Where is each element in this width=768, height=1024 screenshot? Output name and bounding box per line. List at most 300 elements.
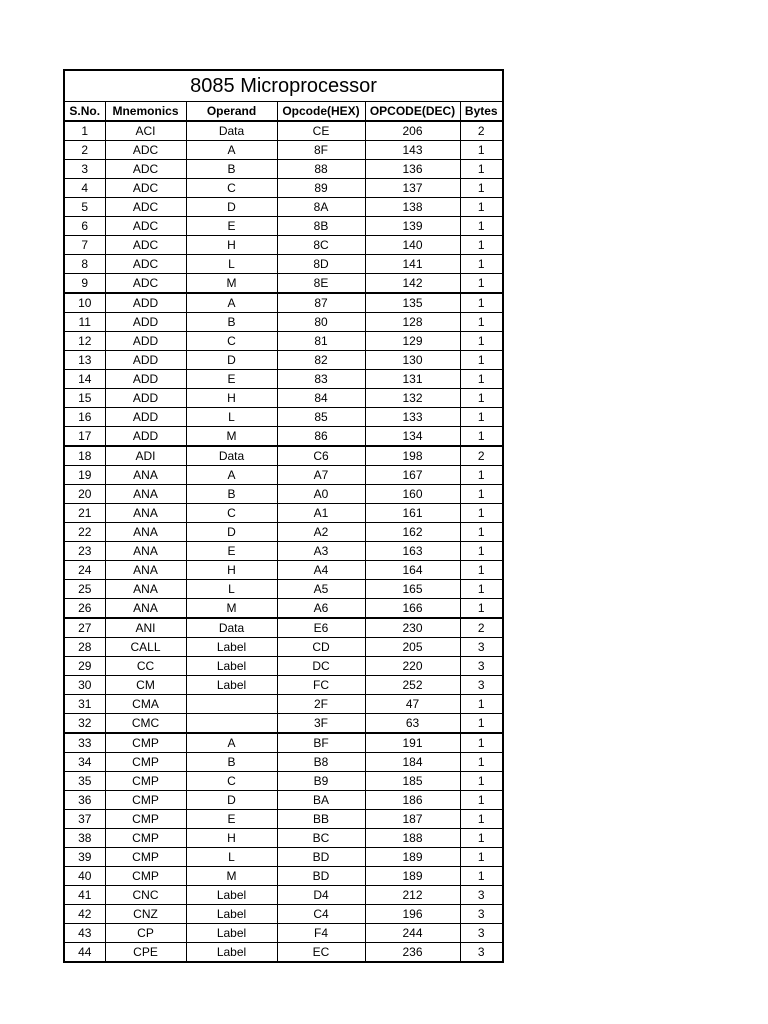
cell-sno: 25 xyxy=(64,580,105,599)
cell-bytes: 3 xyxy=(460,905,503,924)
cell-bytes: 1 xyxy=(460,141,503,160)
cell-opcode-dec: 244 xyxy=(365,924,460,943)
cell-opcode-dec: 161 xyxy=(365,504,460,523)
cell-bytes: 1 xyxy=(460,160,503,179)
cell-mnemonic: ADC xyxy=(105,198,186,217)
cell-bytes: 1 xyxy=(460,274,503,294)
opcode-sheet xyxy=(63,69,502,963)
cell-opcode-hex: A6 xyxy=(277,599,365,619)
cell-operand: C xyxy=(186,772,277,791)
cell-opcode-dec: 137 xyxy=(365,179,460,198)
table-row xyxy=(64,733,503,753)
cell-sno: 26 xyxy=(64,599,105,619)
cell-mnemonic: CMP xyxy=(105,791,186,810)
cell-mnemonic: ADD xyxy=(105,313,186,332)
cell-sno: 24 xyxy=(64,561,105,580)
table-row xyxy=(64,351,503,370)
cell-opcode-dec: 142 xyxy=(365,274,460,294)
cell-sno: 44 xyxy=(64,943,105,963)
table-row xyxy=(64,446,503,466)
cell-opcode-dec: 236 xyxy=(365,943,460,963)
table-row xyxy=(64,676,503,695)
table-row xyxy=(64,427,503,447)
cell-bytes: 1 xyxy=(460,580,503,599)
table-row xyxy=(64,829,503,848)
cell-operand: M xyxy=(186,274,277,294)
cell-mnemonic: CMP xyxy=(105,753,186,772)
table-row xyxy=(64,599,503,619)
cell-bytes: 1 xyxy=(460,810,503,829)
table-row xyxy=(64,561,503,580)
cell-sno: 33 xyxy=(64,733,105,753)
cell-opcode-hex: 87 xyxy=(277,293,365,313)
cell-opcode-dec: 133 xyxy=(365,408,460,427)
cell-opcode-hex: A1 xyxy=(277,504,365,523)
cell-opcode-hex: BF xyxy=(277,733,365,753)
table-row xyxy=(64,313,503,332)
cell-opcode-hex: F4 xyxy=(277,924,365,943)
cell-bytes: 1 xyxy=(460,236,503,255)
table-row xyxy=(64,791,503,810)
cell-sno: 29 xyxy=(64,657,105,676)
header-row xyxy=(64,102,503,122)
cell-operand: Label xyxy=(186,924,277,943)
cell-operand: L xyxy=(186,408,277,427)
cell-operand: E xyxy=(186,217,277,236)
table-row xyxy=(64,542,503,561)
table-row xyxy=(64,389,503,408)
cell-sno: 23 xyxy=(64,542,105,561)
cell-sno: 10 xyxy=(64,293,105,313)
cell-opcode-dec: 166 xyxy=(365,599,460,619)
cell-bytes: 2 xyxy=(460,618,503,638)
cell-operand: D xyxy=(186,351,277,370)
col-header-sno: S.No. xyxy=(64,102,105,122)
cell-bytes: 1 xyxy=(460,198,503,217)
cell-operand: Data xyxy=(186,121,277,141)
cell-sno: 16 xyxy=(64,408,105,427)
cell-mnemonic: ANA xyxy=(105,561,186,580)
cell-mnemonic: CP xyxy=(105,924,186,943)
cell-mnemonic: ANI xyxy=(105,618,186,638)
cell-bytes: 1 xyxy=(460,867,503,886)
table-row xyxy=(64,179,503,198)
cell-opcode-dec: 163 xyxy=(365,542,460,561)
cell-operand: E xyxy=(186,370,277,389)
cell-opcode-dec: 220 xyxy=(365,657,460,676)
cell-opcode-hex: CD xyxy=(277,638,365,657)
col-header-mnemonics: Mnemonics xyxy=(105,102,186,122)
cell-operand: C xyxy=(186,332,277,351)
cell-bytes: 1 xyxy=(460,561,503,580)
cell-sno: 30 xyxy=(64,676,105,695)
cell-operand: A xyxy=(186,733,277,753)
cell-opcode-hex: FC xyxy=(277,676,365,695)
cell-sno: 11 xyxy=(64,313,105,332)
table-row xyxy=(64,523,503,542)
cell-mnemonic: ADD xyxy=(105,351,186,370)
cell-opcode-dec: 188 xyxy=(365,829,460,848)
cell-opcode-hex: A4 xyxy=(277,561,365,580)
cell-opcode-hex: BD xyxy=(277,867,365,886)
cell-sno: 41 xyxy=(64,886,105,905)
cell-operand: Data xyxy=(186,618,277,638)
cell-mnemonic: ADI xyxy=(105,446,186,466)
cell-bytes: 1 xyxy=(460,217,503,236)
table-row xyxy=(64,905,503,924)
cell-sno: 22 xyxy=(64,523,105,542)
cell-opcode-hex: C4 xyxy=(277,905,365,924)
cell-opcode-hex: BB xyxy=(277,810,365,829)
cell-operand: L xyxy=(186,255,277,274)
cell-opcode-dec: 132 xyxy=(365,389,460,408)
cell-mnemonic: ANA xyxy=(105,485,186,504)
cell-mnemonic: CMA xyxy=(105,695,186,714)
cell-sno: 39 xyxy=(64,848,105,867)
cell-opcode-hex: BC xyxy=(277,829,365,848)
cell-opcode-hex: E6 xyxy=(277,618,365,638)
cell-mnemonic: CMP xyxy=(105,867,186,886)
cell-opcode-dec: 186 xyxy=(365,791,460,810)
cell-opcode-dec: 134 xyxy=(365,427,460,447)
cell-opcode-dec: 130 xyxy=(365,351,460,370)
cell-mnemonic: ANA xyxy=(105,523,186,542)
cell-sno: 12 xyxy=(64,332,105,351)
cell-operand: E xyxy=(186,810,277,829)
cell-mnemonic: CMP xyxy=(105,772,186,791)
cell-sno: 4 xyxy=(64,179,105,198)
opcode-table xyxy=(63,69,504,963)
cell-opcode-dec: 139 xyxy=(365,217,460,236)
table-row xyxy=(64,657,503,676)
cell-opcode-hex: 82 xyxy=(277,351,365,370)
cell-operand: D xyxy=(186,791,277,810)
table-row xyxy=(64,485,503,504)
cell-operand: Label xyxy=(186,886,277,905)
col-header-opcode-hex: Opcode(HEX) xyxy=(277,102,365,122)
cell-opcode-hex: 2F xyxy=(277,695,365,714)
cell-operand: A xyxy=(186,293,277,313)
cell-bytes: 3 xyxy=(460,943,503,963)
cell-opcode-hex: A7 xyxy=(277,466,365,485)
cell-sno: 8 xyxy=(64,255,105,274)
cell-opcode-hex: B8 xyxy=(277,753,365,772)
cell-opcode-dec: 189 xyxy=(365,848,460,867)
cell-mnemonic: ADC xyxy=(105,141,186,160)
cell-mnemonic: ANA xyxy=(105,599,186,619)
cell-opcode-dec: 131 xyxy=(365,370,460,389)
cell-bytes: 1 xyxy=(460,313,503,332)
cell-opcode-hex: 8E xyxy=(277,274,365,294)
cell-mnemonic: ADC xyxy=(105,217,186,236)
cell-opcode-hex: 83 xyxy=(277,370,365,389)
table-row xyxy=(64,695,503,714)
cell-opcode-dec: 189 xyxy=(365,867,460,886)
cell-opcode-hex: B9 xyxy=(277,772,365,791)
cell-sno: 18 xyxy=(64,446,105,466)
cell-bytes: 1 xyxy=(460,389,503,408)
table-row xyxy=(64,408,503,427)
cell-sno: 19 xyxy=(64,466,105,485)
cell-sno: 36 xyxy=(64,791,105,810)
table-row xyxy=(64,293,503,313)
cell-bytes: 1 xyxy=(460,408,503,427)
cell-operand: Label xyxy=(186,676,277,695)
cell-operand: B xyxy=(186,313,277,332)
cell-opcode-dec: 129 xyxy=(365,332,460,351)
table-row xyxy=(64,236,503,255)
cell-sno: 5 xyxy=(64,198,105,217)
table-row xyxy=(64,217,503,236)
cell-operand: E xyxy=(186,542,277,561)
cell-bytes: 1 xyxy=(460,179,503,198)
cell-bytes: 1 xyxy=(460,485,503,504)
col-header-operand: Operand xyxy=(186,102,277,122)
cell-opcode-dec: 143 xyxy=(365,141,460,160)
cell-bytes: 3 xyxy=(460,657,503,676)
cell-bytes: 2 xyxy=(460,446,503,466)
cell-opcode-hex: 86 xyxy=(277,427,365,447)
cell-sno: 9 xyxy=(64,274,105,294)
cell-operand: B xyxy=(186,753,277,772)
col-header-bytes: Bytes xyxy=(460,102,503,122)
cell-mnemonic: CNC xyxy=(105,886,186,905)
cell-opcode-hex: 3F xyxy=(277,714,365,734)
cell-mnemonic: ANA xyxy=(105,580,186,599)
cell-bytes: 1 xyxy=(460,466,503,485)
cell-bytes: 1 xyxy=(460,370,503,389)
cell-mnemonic: ANA xyxy=(105,504,186,523)
cell-mnemonic: ADC xyxy=(105,179,186,198)
cell-operand: M xyxy=(186,599,277,619)
cell-opcode-hex: 85 xyxy=(277,408,365,427)
table-row xyxy=(64,810,503,829)
cell-sno: 2 xyxy=(64,141,105,160)
cell-opcode-hex: 8F xyxy=(277,141,365,160)
cell-opcode-dec: 128 xyxy=(365,313,460,332)
cell-operand: B xyxy=(186,485,277,504)
cell-operand: M xyxy=(186,867,277,886)
table-row xyxy=(64,121,503,141)
cell-opcode-hex: A0 xyxy=(277,485,365,504)
cell-opcode-dec: 165 xyxy=(365,580,460,599)
page-title: 8085 Microprocessor xyxy=(64,70,503,102)
cell-opcode-dec: 138 xyxy=(365,198,460,217)
cell-opcode-dec: 160 xyxy=(365,485,460,504)
cell-opcode-dec: 230 xyxy=(365,618,460,638)
cell-sno: 31 xyxy=(64,695,105,714)
table-row xyxy=(64,753,503,772)
table-body xyxy=(64,121,503,962)
cell-opcode-dec: 140 xyxy=(365,236,460,255)
table-row xyxy=(64,274,503,294)
cell-sno: 17 xyxy=(64,427,105,447)
cell-mnemonic: ANA xyxy=(105,466,186,485)
cell-operand: C xyxy=(186,504,277,523)
cell-opcode-hex: 89 xyxy=(277,179,365,198)
table-row xyxy=(64,714,503,734)
cell-bytes: 3 xyxy=(460,924,503,943)
cell-sno: 28 xyxy=(64,638,105,657)
cell-opcode-dec: 162 xyxy=(365,523,460,542)
cell-mnemonic: CC xyxy=(105,657,186,676)
cell-operand: H xyxy=(186,236,277,255)
cell-operand: Label xyxy=(186,943,277,963)
cell-opcode-hex: 8D xyxy=(277,255,365,274)
cell-bytes: 1 xyxy=(460,753,503,772)
cell-bytes: 1 xyxy=(460,772,503,791)
cell-operand: H xyxy=(186,389,277,408)
table-row xyxy=(64,867,503,886)
cell-operand: L xyxy=(186,848,277,867)
cell-opcode-dec: 187 xyxy=(365,810,460,829)
cell-bytes: 1 xyxy=(460,848,503,867)
table-row xyxy=(64,924,503,943)
cell-opcode-hex: 8A xyxy=(277,198,365,217)
cell-sno: 35 xyxy=(64,772,105,791)
cell-bytes: 1 xyxy=(460,427,503,447)
cell-opcode-dec: 212 xyxy=(365,886,460,905)
cell-bytes: 3 xyxy=(460,886,503,905)
table-row xyxy=(64,255,503,274)
cell-mnemonic: ANA xyxy=(105,542,186,561)
cell-sno: 40 xyxy=(64,867,105,886)
cell-bytes: 3 xyxy=(460,638,503,657)
cell-operand: L xyxy=(186,580,277,599)
cell-sno: 42 xyxy=(64,905,105,924)
cell-mnemonic: ADC xyxy=(105,274,186,294)
table-row xyxy=(64,160,503,179)
table-row xyxy=(64,943,503,963)
cell-sno: 15 xyxy=(64,389,105,408)
cell-mnemonic: ADD xyxy=(105,370,186,389)
cell-bytes: 1 xyxy=(460,695,503,714)
cell-bytes: 1 xyxy=(460,599,503,619)
table-row xyxy=(64,580,503,599)
cell-opcode-dec: 63 xyxy=(365,714,460,734)
cell-opcode-hex: DC xyxy=(277,657,365,676)
table-row xyxy=(64,466,503,485)
cell-mnemonic: CNZ xyxy=(105,905,186,924)
cell-operand: A xyxy=(186,466,277,485)
cell-opcode-dec: 141 xyxy=(365,255,460,274)
cell-sno: 38 xyxy=(64,829,105,848)
cell-mnemonic: CMP xyxy=(105,848,186,867)
cell-bytes: 1 xyxy=(460,714,503,734)
table-row xyxy=(64,332,503,351)
cell-bytes: 1 xyxy=(460,829,503,848)
cell-bytes: 2 xyxy=(460,121,503,141)
cell-sno: 3 xyxy=(64,160,105,179)
cell-opcode-dec: 184 xyxy=(365,753,460,772)
cell-opcode-dec: 135 xyxy=(365,293,460,313)
cell-opcode-dec: 206 xyxy=(365,121,460,141)
cell-opcode-dec: 185 xyxy=(365,772,460,791)
cell-bytes: 1 xyxy=(460,523,503,542)
cell-opcode-hex: A5 xyxy=(277,580,365,599)
cell-opcode-hex: 84 xyxy=(277,389,365,408)
cell-bytes: 1 xyxy=(460,733,503,753)
cell-mnemonic: CMP xyxy=(105,829,186,848)
cell-mnemonic: ADC xyxy=(105,236,186,255)
cell-operand: Label xyxy=(186,638,277,657)
cell-operand: Data xyxy=(186,446,277,466)
cell-opcode-hex: BD xyxy=(277,848,365,867)
cell-mnemonic: CALL xyxy=(105,638,186,657)
cell-opcode-dec: 167 xyxy=(365,466,460,485)
cell-sno: 14 xyxy=(64,370,105,389)
cell-mnemonic: ADC xyxy=(105,255,186,274)
cell-mnemonic: ADD xyxy=(105,293,186,313)
cell-bytes: 1 xyxy=(460,332,503,351)
cell-sno: 27 xyxy=(64,618,105,638)
cell-mnemonic: CMC xyxy=(105,714,186,734)
cell-opcode-hex: A2 xyxy=(277,523,365,542)
cell-operand: Label xyxy=(186,657,277,676)
table-row xyxy=(64,848,503,867)
cell-operand: M xyxy=(186,427,277,447)
cell-mnemonic: CMP xyxy=(105,733,186,753)
cell-mnemonic: ADD xyxy=(105,427,186,447)
cell-opcode-dec: 191 xyxy=(365,733,460,753)
cell-operand: H xyxy=(186,561,277,580)
table-row xyxy=(64,772,503,791)
cell-sno: 43 xyxy=(64,924,105,943)
cell-bytes: 1 xyxy=(460,542,503,561)
cell-operand: D xyxy=(186,198,277,217)
cell-mnemonic: CM xyxy=(105,676,186,695)
table-row xyxy=(64,141,503,160)
cell-operand: B xyxy=(186,160,277,179)
table-row xyxy=(64,618,503,638)
table-row xyxy=(64,198,503,217)
cell-operand xyxy=(186,714,277,734)
table-row xyxy=(64,504,503,523)
cell-bytes: 1 xyxy=(460,293,503,313)
table-row xyxy=(64,370,503,389)
cell-sno: 1 xyxy=(64,121,105,141)
cell-opcode-hex: A3 xyxy=(277,542,365,561)
col-header-opcode-dec: OPCODE(DEC) xyxy=(365,102,460,122)
cell-operand: Label xyxy=(186,905,277,924)
cell-opcode-hex: 88 xyxy=(277,160,365,179)
cell-opcode-hex: 81 xyxy=(277,332,365,351)
cell-opcode-hex: 80 xyxy=(277,313,365,332)
cell-sno: 20 xyxy=(64,485,105,504)
cell-bytes: 3 xyxy=(460,676,503,695)
cell-sno: 32 xyxy=(64,714,105,734)
cell-opcode-dec: 198 xyxy=(365,446,460,466)
table-row xyxy=(64,886,503,905)
cell-bytes: 1 xyxy=(460,351,503,370)
cell-sno: 34 xyxy=(64,753,105,772)
cell-opcode-dec: 47 xyxy=(365,695,460,714)
cell-opcode-hex: 8C xyxy=(277,236,365,255)
cell-sno: 7 xyxy=(64,236,105,255)
cell-opcode-hex: D4 xyxy=(277,886,365,905)
cell-mnemonic: CMP xyxy=(105,810,186,829)
cell-mnemonic: ADD xyxy=(105,332,186,351)
cell-mnemonic: ADC xyxy=(105,160,186,179)
cell-opcode-dec: 136 xyxy=(365,160,460,179)
cell-opcode-hex: CE xyxy=(277,121,365,141)
cell-operand: A xyxy=(186,141,277,160)
cell-bytes: 1 xyxy=(460,504,503,523)
cell-opcode-dec: 164 xyxy=(365,561,460,580)
cell-operand: H xyxy=(186,829,277,848)
cell-bytes: 1 xyxy=(460,791,503,810)
cell-opcode-dec: 252 xyxy=(365,676,460,695)
